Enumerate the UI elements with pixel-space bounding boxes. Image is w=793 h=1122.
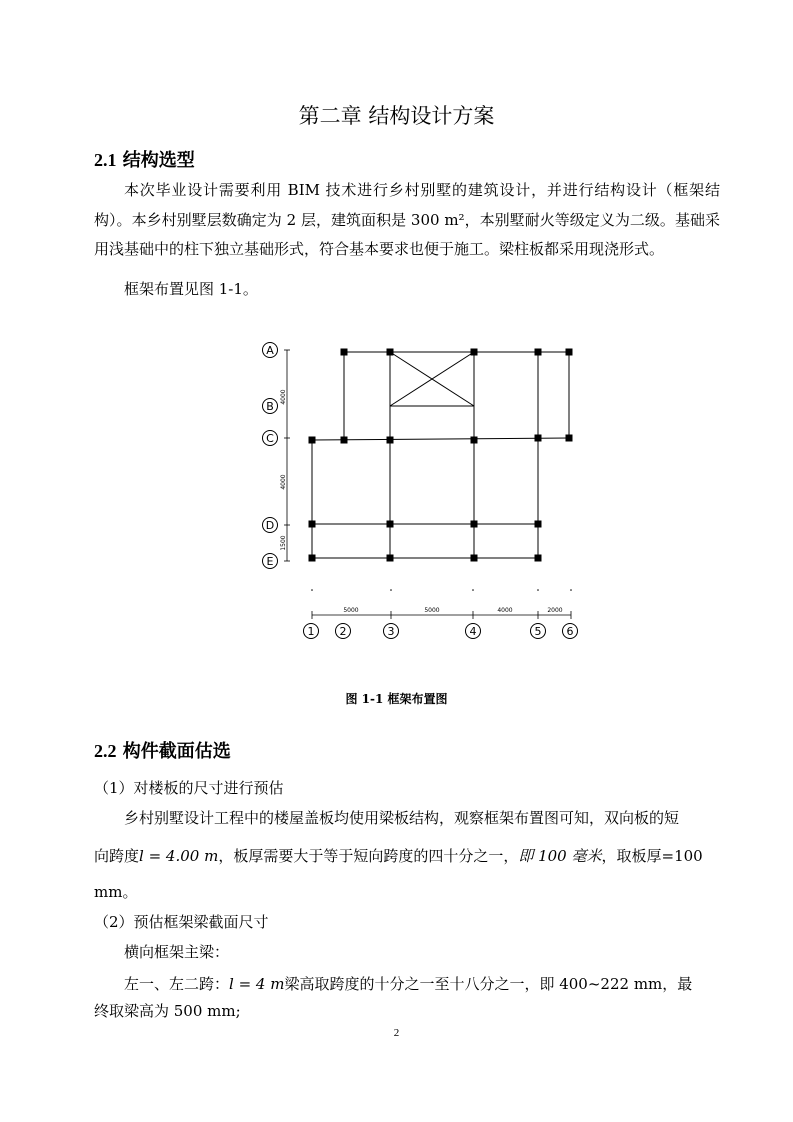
- svg-text:1: 1: [307, 625, 315, 638]
- page-number: 2: [393, 1027, 400, 1039]
- column: [566, 349, 573, 356]
- paragraph-slab-line-2: [94, 845, 703, 866]
- col-label-6: [563, 624, 578, 639]
- row-label-b: [263, 399, 278, 414]
- row-axis-labels: [263, 343, 278, 569]
- dim-label-1-3: 5000: [343, 607, 359, 614]
- figure-caption: 图 1-1 框架布置图: [345, 692, 448, 706]
- frame-columns: [309, 349, 573, 562]
- dim-label-cd: 4000: [280, 474, 287, 490]
- paragraph-beam-depth-line-2: 终取梁高为 500 mm;: [94, 1002, 241, 1020]
- col-label-3: [384, 624, 399, 639]
- column: [309, 521, 316, 528]
- column-axis-labels: [304, 624, 578, 639]
- text: 向跨度: [94, 847, 140, 865]
- column: [341, 349, 348, 356]
- frame-layout-figure: [255, 335, 595, 645]
- dim-label-5-6: 2000: [547, 607, 563, 614]
- col-label-5: [531, 624, 546, 639]
- col-label-2: [336, 624, 351, 639]
- chapter-title: 第二章 结构设计方案: [298, 104, 495, 128]
- text: 左一、左二跨：: [124, 975, 230, 993]
- col-label-1: [304, 624, 319, 639]
- text: 梁高取跨度的十分之一至十八分之一，即 400~222 mm，最: [284, 975, 693, 993]
- svg-text:3: 3: [387, 625, 395, 638]
- paragraph-slab-line-1: 乡村别墅设计工程中的楼屋盖板均使用梁板结构，观察框架布置图可知，双向板的短: [124, 809, 680, 827]
- text: ，取板厚=100: [601, 847, 703, 865]
- svg-text:D: D: [265, 519, 275, 532]
- section-heading-2-1: [94, 146, 195, 172]
- column: [387, 521, 394, 528]
- column: [535, 521, 542, 528]
- dim-label-4-5: 4000: [497, 607, 513, 614]
- column: [387, 349, 394, 356]
- col-label-4: [466, 624, 481, 639]
- column: [535, 349, 542, 356]
- svg-text:A: A: [266, 344, 274, 357]
- paragraph-slab-line-3: mm。: [94, 883, 138, 901]
- column: [566, 435, 573, 442]
- column: [309, 437, 316, 444]
- section-number: 2.1: [94, 150, 117, 170]
- column: [387, 437, 394, 444]
- math-span-length: l = 4 m: [229, 975, 285, 993]
- section-number: 2.2: [94, 741, 117, 761]
- column: [341, 437, 348, 444]
- dim-label-ab: 4000: [280, 389, 287, 405]
- paragraph-transverse-beam: 横向框架主梁：: [124, 943, 230, 961]
- horizontal-dimension-line: [311, 589, 572, 619]
- section-heading-2-2: [94, 737, 231, 763]
- text: ，板厚需要大于等于短向跨度的四十分之一，: [218, 847, 519, 865]
- column: [309, 555, 316, 562]
- row-label-d: [263, 518, 278, 533]
- column: [535, 435, 542, 442]
- dim-label-de: 1500: [280, 535, 287, 551]
- svg-text:5: 5: [534, 625, 542, 638]
- section-title: 构件截面估选: [122, 741, 231, 762]
- row-label-e: [263, 554, 278, 569]
- column: [535, 555, 542, 562]
- paragraph-figure-reference: 框架布置见图 1-1。: [124, 280, 258, 298]
- column: [471, 521, 478, 528]
- vertical-dimension-line: [280, 350, 290, 561]
- svg-text:B: B: [266, 400, 274, 413]
- row-label-a: [263, 343, 278, 358]
- math-span-length: l = 4.00 m: [139, 847, 219, 865]
- frame-beams: [312, 352, 569, 558]
- column: [471, 349, 478, 356]
- svg-text:C: C: [266, 432, 274, 445]
- column: [387, 555, 394, 562]
- column: [471, 437, 478, 444]
- section-title: 结构选型: [122, 150, 195, 171]
- paragraph-structure-selection: 本次毕业设计需要利用 BIM 技术进行乡村别墅的建筑设计，并进行结构设计（框架结构）。本乡村别墅层数确定为 2 层，建筑面积是 300 m²，本别墅耐火等级定义为二级。基础采用浅基础中的柱下独立基础形式，符合基本要求也便于施工。梁柱板都采用现浇形式。: [94, 181, 720, 258]
- list-item-1: （1）对楼板的尺寸进行预估: [94, 779, 284, 797]
- list-item-2: （2）预估框架梁截面尺寸: [94, 913, 269, 931]
- italic-text: 即 100 毫米: [518, 847, 602, 865]
- paragraph-beam-depth-line-1: [124, 973, 692, 994]
- svg-text:6: 6: [566, 625, 574, 638]
- svg-text:2: 2: [339, 625, 347, 638]
- svg-text:E: E: [266, 555, 274, 568]
- svg-text:4: 4: [469, 625, 477, 638]
- column: [471, 555, 478, 562]
- row-label-c: [263, 431, 278, 446]
- dim-label-3-4: 5000: [424, 607, 440, 614]
